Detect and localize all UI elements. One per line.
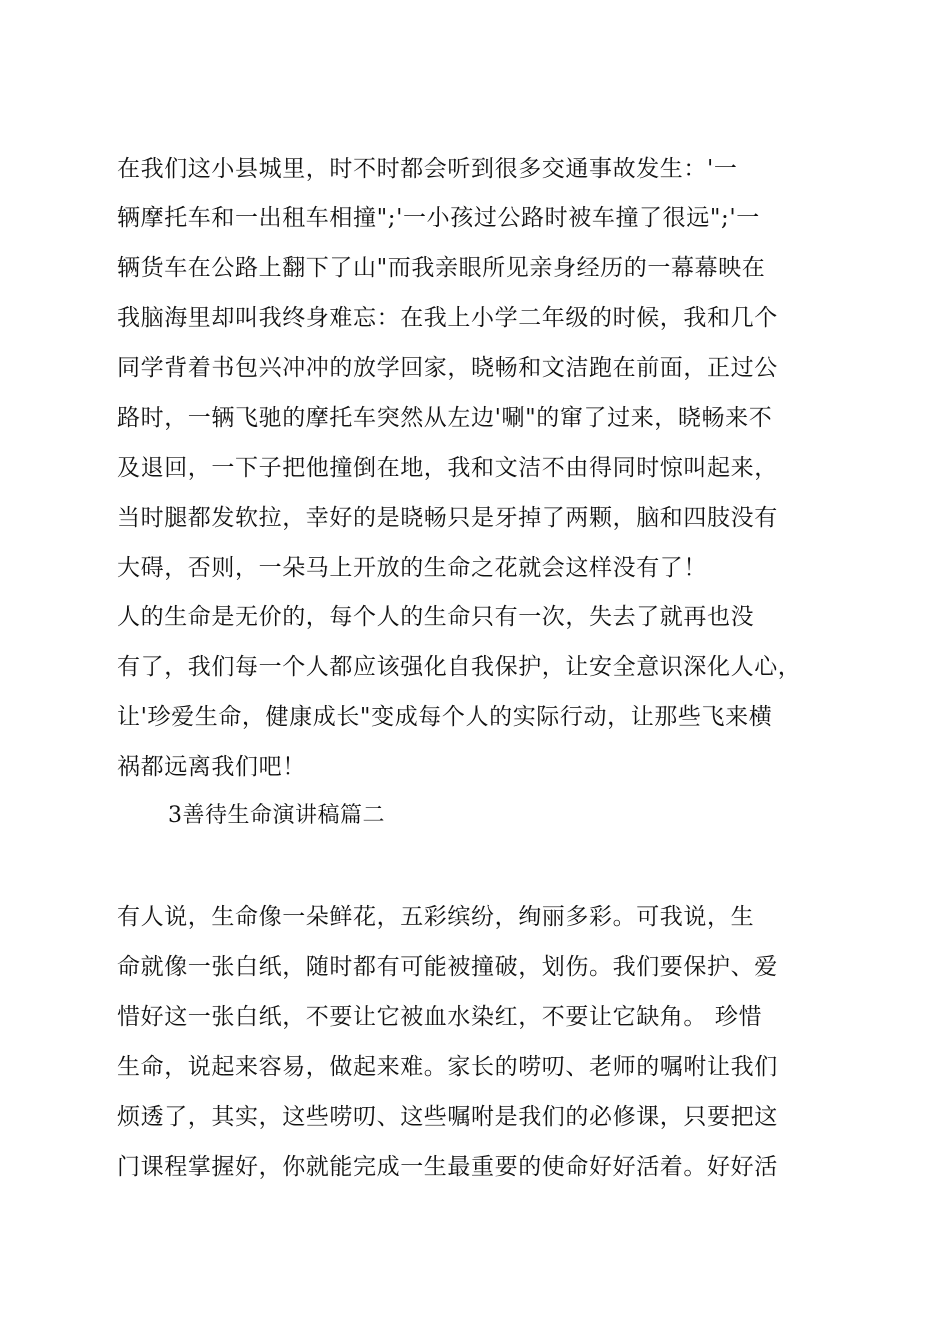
text-line: 辆摩托车和一出租车相撞";'一小孩过公路时被车撞了很远";'一 [117,205,760,231]
text-line: 让'珍爱生命，健康成长"变成每个人的实际行动，让那些飞来横 [117,704,773,730]
text-line: 我脑海里却叫我终身难忘：在我上小学二年级的时候，我和几个 [117,305,778,331]
text-line: 生命，说起来容易，做起来难。家长的唠叨、老师的嘱咐让我们 [117,1054,778,1080]
text-line: 路时，一辆飞驰的摩托车突然从左边'唰"的窜了过来，晓畅来不 [117,405,773,431]
text-line: 有人说，生命像一朵鲜花，五彩缤纷，绚丽多彩。可我说，生 [117,904,755,930]
section-heading: 3善待生命演讲稿篇二 [168,803,385,828]
text-line: 当时腿都发软拉，幸好的是晓畅只是牙掉了两颗，脑和四肢没有 [117,505,778,531]
text-line: 及退回，一下子把他撞倒在地，我和文洁不由得同时惊叫起来， [117,455,778,481]
text-line: 祸都远离我们吧！ [117,754,306,780]
text-line: 同学背着书包兴冲冲的放学回家，晓畅和文洁跑在前面，正过公 [117,355,778,381]
text-line: 惜好这一张白纸，不要让它被血水染红，不要让它缺角。 珍惜 [117,1004,763,1030]
text-line: 在我们这小县城里，时不时都会听到很多交通事故发生：'一 [117,156,738,182]
text-line: 辆货车在公路上翻下了山"而我亲眼所见亲身经历的一幕幕映在 [117,255,766,281]
text-line: 人的生命是无价的，每个人的生命只有一次，失去了就再也没 [117,604,755,630]
text-line: 大碍，否则，一朵马上开放的生命之花就会这样没有了！ [117,555,707,581]
text-line: 命就像一张白纸，随时都有可能被撞破，划伤。我们要保护、爱 [117,954,778,980]
text-line: 门课程掌握好，你就能完成一生最重要的使命好好活着。好好活 [117,1154,778,1180]
text-line: 烦透了，其实，这些唠叨、这些嘱咐是我们的必修课，只要把这 [117,1104,778,1130]
text-line: 有了，我们每一个人都应该强化自我保护，让安全意识深化人心， [117,654,802,680]
